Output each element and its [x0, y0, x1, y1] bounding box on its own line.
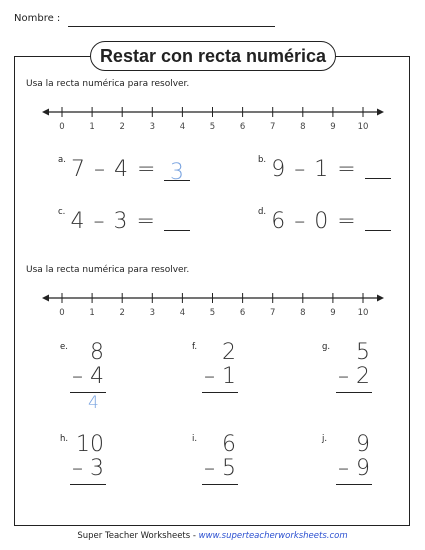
problem-d-eq: =: [337, 209, 357, 234]
problem-j-label: j.: [322, 434, 328, 444]
number-line-2: [40, 286, 386, 326]
problem-c: [58, 207, 190, 234]
number-line-1-svg: [40, 100, 386, 140]
problem-e-top: 8: [90, 340, 104, 365]
footer-url[interactable]: www.superteacherworksheets.com: [198, 531, 348, 541]
problem-f-bottom-row: [196, 364, 236, 389]
problem-e-label: e.: [60, 342, 68, 352]
problem-c-label: c.: [58, 207, 66, 217]
problem-i-top: 6: [222, 432, 236, 457]
number-line-2-tick-label-5: 5: [209, 308, 216, 318]
worksheet-title: Restar con recta numérica: [90, 41, 336, 71]
problem-b-label: b.: [258, 155, 267, 165]
problem-j-line: [336, 484, 372, 485]
instruction-1: Usa la recta numérica para resolver.: [26, 79, 190, 89]
footer-text: Super Teacher Worksheets -: [77, 531, 199, 541]
problem-d-expression: [271, 209, 390, 234]
number-line-2-tick-label-3: 3: [149, 308, 156, 318]
problem-d-op: –: [294, 209, 307, 234]
problem-c-op: –: [93, 209, 106, 234]
problem-b-op: –: [294, 157, 307, 182]
name-label: Nombre :: [14, 13, 61, 24]
problem-i-line: [202, 484, 238, 485]
problem-j-bottom: 9: [356, 456, 370, 481]
number-line-2-tick-label-0: 0: [59, 308, 65, 318]
problem-e-bottom-row: [64, 364, 104, 389]
problem-b: [258, 155, 391, 182]
problem-e-bottom: 4: [90, 364, 104, 389]
problem-h-label: h.: [60, 434, 69, 444]
problem-a-left: 7: [71, 157, 87, 182]
problem-g-bottom: 2: [356, 364, 370, 389]
number-line-2-tick-label-10: 10: [357, 308, 369, 318]
problem-a: [58, 155, 190, 185]
problem-c-right: 3: [113, 209, 129, 234]
number-line-1-tick-label-8: 8: [300, 122, 306, 132]
problem-b-answer[interactable]: [365, 158, 391, 179]
problem-f-line: [202, 392, 238, 393]
problem-a-eq: =: [137, 157, 157, 182]
footer: [0, 531, 425, 541]
number-line-1-tick-label-5: 5: [209, 122, 216, 132]
number-line-2-tick-label-1: 1: [89, 308, 95, 318]
problem-g-label: g.: [322, 342, 331, 352]
problem-j-bottom-row: [330, 456, 370, 481]
number-line-1-left-arrow-icon: [42, 109, 49, 116]
number-line-2-tick-label-6: 6: [239, 308, 246, 318]
problem-b-right: 1: [314, 157, 330, 182]
problem-f-bottom: 1: [222, 364, 236, 389]
problem-g-top: 5: [356, 340, 370, 365]
problem-b-left: 9: [271, 157, 287, 182]
number-line-1: [40, 100, 386, 140]
problem-a-op: –: [94, 157, 107, 182]
number-line-2-tick-label-8: 8: [300, 308, 306, 318]
problem-h-bottom: 3: [90, 456, 104, 481]
problem-c-answer[interactable]: [164, 210, 190, 231]
number-line-2-tick-label-7: 7: [269, 308, 276, 318]
number-line-1-right-arrow-icon: [377, 109, 384, 116]
problem-f-top: 2: [222, 340, 236, 365]
number-line-1-tick-label-10: 10: [357, 122, 369, 132]
problem-e-op: –: [72, 364, 83, 389]
problem-b-expression: [271, 157, 390, 182]
problem-c-left: 4: [70, 209, 86, 234]
number-line-1-tick-label-7: 7: [269, 122, 276, 132]
problem-a-right: 4: [114, 157, 130, 182]
problem-d: [258, 207, 391, 234]
problem-c-eq: =: [136, 209, 156, 234]
number-line-1-tick-label-0: 0: [59, 122, 65, 132]
number-line-2-tick-label-4: 4: [179, 308, 186, 318]
problem-d-label: d.: [258, 207, 267, 217]
number-line-2-right-arrow-icon: [377, 295, 384, 302]
number-line-2-svg: [40, 286, 386, 326]
problem-a-expression: [71, 157, 190, 185]
problem-f-op: –: [204, 364, 215, 389]
problem-g-op: –: [338, 364, 349, 389]
problem-i-bottom: 5: [222, 456, 236, 481]
problem-i-label: i.: [192, 434, 198, 444]
problem-d-answer[interactable]: [365, 210, 391, 231]
problem-e-answer[interactable]: 4: [88, 393, 99, 413]
instruction-2: Usa la recta numérica para resolver.: [26, 265, 190, 275]
problem-i-op: –: [204, 456, 215, 481]
problem-d-left: 6: [271, 209, 287, 234]
problem-h-op: –: [72, 456, 83, 481]
number-line-1-tick-label-2: 2: [119, 122, 125, 132]
problem-j-op: –: [338, 456, 349, 481]
problem-c-expression: [70, 209, 189, 234]
problem-i-bottom-row: [196, 456, 236, 481]
problem-b-eq: =: [337, 157, 357, 182]
number-line-1-tick-label-1: 1: [89, 122, 95, 132]
problem-f-label: f.: [192, 342, 198, 352]
number-line-2-left-arrow-icon: [42, 295, 49, 302]
problem-h-bottom-row: [64, 456, 104, 481]
problem-h-top: 10: [76, 432, 104, 457]
problem-d-right: 0: [314, 209, 330, 234]
number-line-1-tick-label-9: 9: [330, 122, 336, 132]
problem-j-top: 9: [356, 432, 370, 457]
problem-g-bottom-row: [330, 364, 370, 389]
number-line-2-tick-label-2: 2: [119, 308, 125, 318]
problem-a-answer[interactable]: 3: [164, 160, 190, 181]
problem-g-line: [336, 392, 372, 393]
number-line-2-tick-label-9: 9: [330, 308, 336, 318]
number-line-1-tick-label-6: 6: [239, 122, 246, 132]
problem-a-label: a.: [58, 155, 66, 165]
number-line-1-tick-label-3: 3: [149, 122, 156, 132]
number-line-1-tick-label-4: 4: [179, 122, 186, 132]
name-input-line[interactable]: [68, 26, 275, 27]
problem-h-line: [70, 484, 106, 485]
